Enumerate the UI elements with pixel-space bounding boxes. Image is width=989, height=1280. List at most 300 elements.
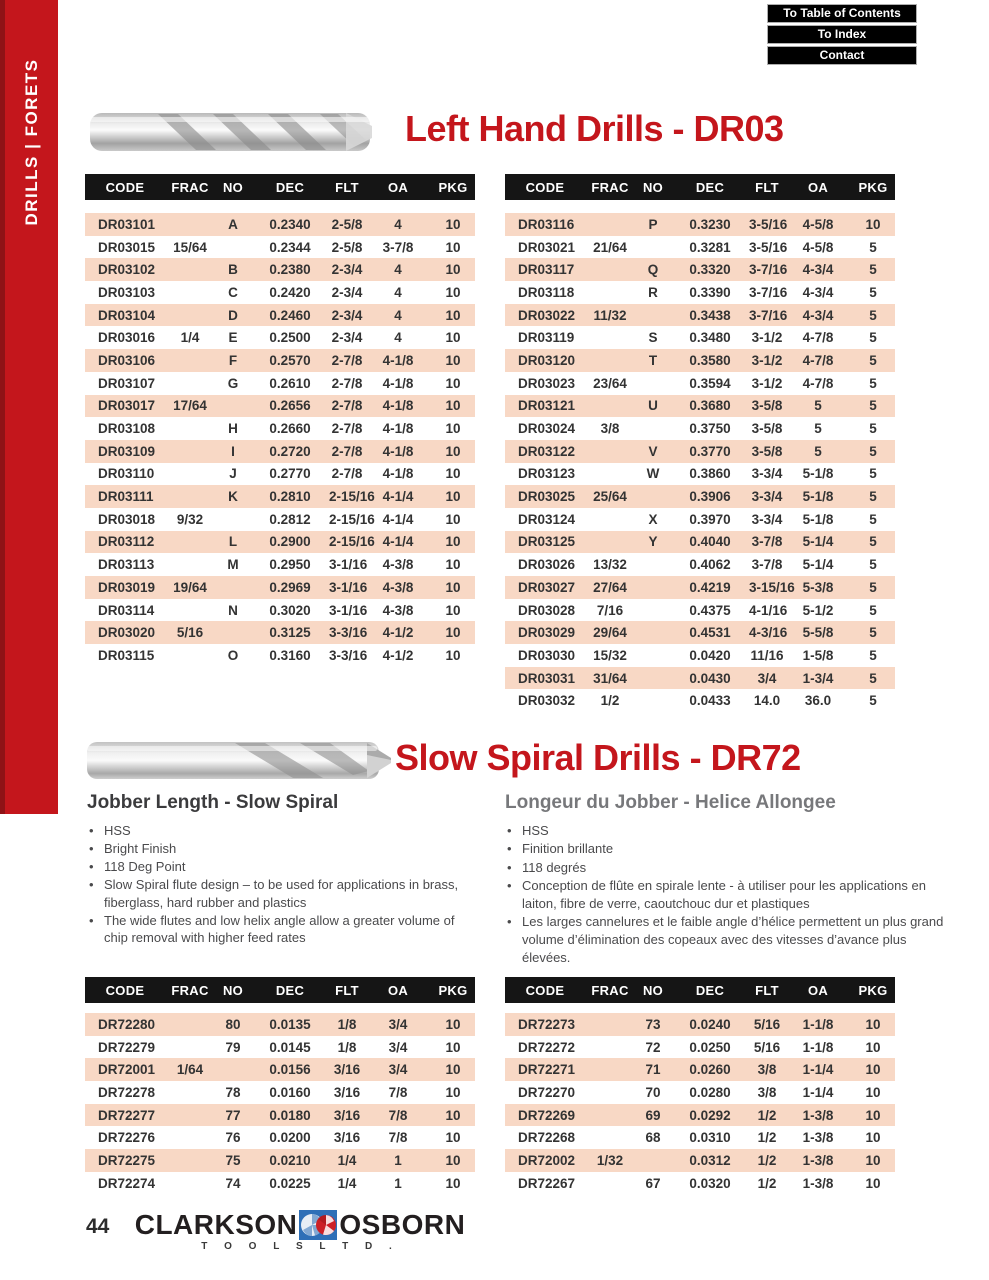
table-row	[85, 349, 475, 372]
table-header	[505, 174, 895, 200]
table-cell: 68	[645, 1130, 661, 1146]
column-header: NO	[642, 179, 664, 195]
table-cell: 4-1/4	[382, 511, 414, 527]
table-cell: DR03110	[98, 466, 155, 482]
table-cell: DR03021	[518, 239, 576, 255]
table-cell: 0.0180	[269, 1107, 311, 1123]
table-cell: 0.2660	[269, 421, 311, 437]
table-cell: 3/16	[333, 1084, 361, 1100]
table-cell: 13/32	[593, 557, 627, 573]
table-cell: 0.0156	[269, 1062, 311, 1078]
table-cell: 14.0	[753, 693, 781, 709]
table-cell: 0.2812	[269, 511, 311, 527]
table-cell: 5	[869, 489, 877, 505]
dr03-table-right	[505, 174, 895, 712]
table-cell: 4	[394, 284, 402, 300]
table-cell: 10	[445, 421, 461, 437]
table-cell: 4-1/4	[382, 534, 414, 550]
table-cell: 4-1/2	[382, 625, 414, 641]
english-subheading: Jobber Length - Slow Spiral	[87, 792, 339, 813]
table-cell: 10	[865, 1062, 881, 1078]
table-cell: DR03032	[518, 693, 576, 709]
table-row	[85, 1081, 475, 1104]
table-cell: 10	[445, 330, 461, 346]
table-cell: DR03025	[518, 489, 576, 505]
table-cell: N	[228, 602, 238, 618]
table-cell: 21/64	[593, 239, 627, 255]
table-cell: 5-1/8	[802, 489, 834, 505]
table-cell: DR72002	[518, 1152, 576, 1168]
table-cell: 1/32	[596, 1152, 624, 1168]
table-cell: 10	[445, 557, 461, 573]
table-cell: 10	[445, 1175, 461, 1191]
table-cell: 10	[445, 466, 461, 482]
table-cell: DR03107	[98, 375, 156, 391]
table-cell: 10	[865, 1152, 881, 1168]
table-cell: 5	[869, 330, 877, 346]
column-header: PKG	[858, 982, 888, 998]
column-header: FLT	[335, 982, 359, 998]
table-cell: 4	[394, 307, 402, 323]
table-cell: DR03108	[98, 421, 156, 437]
table-body	[505, 1013, 895, 1195]
table-row	[505, 304, 895, 327]
table-cell: 5-1/2	[802, 602, 834, 618]
table-row	[505, 667, 895, 690]
table-cell: 7/8	[388, 1130, 408, 1146]
table-cell: 4-7/8	[802, 375, 834, 391]
table-cell: 3/8	[600, 421, 620, 437]
table-cell: 4	[394, 330, 402, 346]
table-row	[85, 1058, 475, 1081]
table-cell: 5	[869, 443, 877, 459]
table-cell: 3-1/2	[751, 352, 783, 368]
table-cell: 1-1/8	[802, 1039, 834, 1055]
table-cell: 3-3/16	[329, 647, 368, 663]
bullet-item: • Finition brillante	[505, 840, 945, 858]
table-cell: 74	[225, 1175, 241, 1191]
french-bullet-list	[505, 822, 945, 967]
table-cell: 0.3906	[689, 489, 731, 505]
table-cell: 1-3/8	[802, 1130, 834, 1146]
page-number: 44	[86, 1215, 110, 1238]
table-cell: DR72272	[518, 1039, 576, 1055]
table-row	[85, 508, 475, 531]
table-cell: 4-1/8	[382, 398, 414, 414]
table-cell: 3-7/16	[749, 307, 788, 323]
table-cell: 2-7/8	[331, 443, 363, 459]
column-header: CODE	[525, 179, 565, 195]
column-header: FLT	[755, 982, 779, 998]
table-cell: 69	[645, 1107, 661, 1123]
table-row	[505, 621, 895, 644]
column-header: PKG	[438, 982, 468, 998]
table-cell: C	[228, 284, 238, 300]
column-header: PKG	[438, 179, 468, 195]
table-cell: 10	[445, 1084, 461, 1100]
table-row	[85, 1126, 475, 1149]
table-cell: 4-1/8	[382, 466, 414, 482]
bullet-item: • Conception de flûte en spirale lente - à utiliser pour les applications en laiton, fibre de verre, caoutchouc dur et plastiques	[505, 877, 945, 913]
table-cell: 10	[445, 647, 461, 663]
table-cell: DR03123	[518, 466, 576, 482]
table-cell: 0.0320	[689, 1175, 731, 1191]
table-row	[85, 1104, 475, 1127]
table-cell: 29/64	[593, 625, 627, 641]
table-cell: 10	[445, 1016, 461, 1032]
table-cell: 0.3480	[689, 330, 731, 346]
table-cell: 10	[445, 489, 461, 505]
table-cell: 0.0240	[689, 1016, 731, 1032]
table-cell: 1	[394, 1175, 402, 1191]
table-row	[85, 281, 475, 304]
table-cell: 5	[869, 602, 877, 618]
table-cell: 0.2720	[269, 443, 311, 459]
table-row	[505, 508, 895, 531]
table-cell: 1/8	[337, 1016, 357, 1032]
table-cell: 25/64	[593, 489, 627, 505]
table-cell: 0.3970	[689, 511, 731, 527]
table-row	[505, 553, 895, 576]
table-row	[85, 326, 475, 349]
table-cell: 1/2	[600, 693, 620, 709]
table-cell: 31/64	[593, 670, 627, 686]
table-cell: E	[228, 330, 238, 346]
table-row	[505, 1081, 895, 1104]
table-cell: 3-5/8	[751, 443, 783, 459]
table-cell: 0.3230	[689, 216, 731, 232]
table-row	[85, 1013, 475, 1036]
drill-image-dr72	[85, 731, 392, 794]
table-cell: 0.3390	[689, 284, 731, 300]
table-cell: 3/4	[388, 1039, 408, 1055]
table-cell: P	[648, 216, 658, 232]
table-cell: 10	[445, 375, 461, 391]
table-cell: 3-5/8	[751, 421, 783, 437]
table-body	[85, 213, 475, 667]
table-cell: 1-1/4	[802, 1084, 834, 1100]
table-row	[505, 417, 895, 440]
table-cell: 0.3438	[689, 307, 731, 323]
table-cell: DR72277	[98, 1107, 156, 1123]
table-cell: 0.3320	[689, 262, 731, 278]
table-cell: 1/4	[337, 1175, 357, 1191]
bullet-item: • HSS	[87, 822, 467, 840]
table-row	[85, 236, 475, 259]
section-title-dr72: Slow Spiral Drills - DR72	[395, 737, 801, 778]
table-cell: 76	[225, 1130, 241, 1146]
table-row	[505, 689, 895, 712]
table-cell: 3-15/16	[749, 579, 795, 595]
table-cell: 2-3/4	[331, 330, 363, 346]
table-cell: 1-3/4	[802, 670, 834, 686]
table-cell: DR03020	[98, 625, 156, 641]
table-row	[505, 644, 895, 667]
bullet-item: • HSS	[505, 822, 945, 840]
table-cell: M	[227, 557, 239, 573]
column-header: DEC	[695, 179, 725, 195]
table-cell: 5	[869, 693, 877, 709]
table-cell: DR72268	[518, 1130, 576, 1146]
table-cell: 2-7/8	[331, 466, 363, 482]
table-cell: 4-3/4	[802, 307, 834, 323]
table-cell: 36.0	[804, 693, 832, 709]
table-cell: DR03015	[98, 239, 156, 255]
table-cell: 3/16	[333, 1107, 361, 1123]
table-cell: 2-5/8	[331, 216, 363, 232]
column-header: PKG	[858, 179, 888, 195]
table-cell: 0.3860	[689, 466, 731, 482]
table-cell: 5	[869, 375, 877, 391]
table-cell: DR03121	[518, 398, 576, 414]
table-row	[505, 281, 895, 304]
table-cell: 10	[445, 579, 461, 595]
to-table-of-contents-button[interactable]: To Table of Contents	[767, 4, 917, 23]
table-cell: DR03029	[518, 625, 576, 641]
table-cell: 10	[445, 398, 461, 414]
table-cell: 5/16	[176, 625, 204, 641]
table-cell: 10	[445, 625, 461, 641]
table-cell: 2-7/8	[331, 421, 363, 437]
table-cell: 0.2969	[269, 579, 311, 595]
table-cell: 5/16	[753, 1039, 781, 1055]
brand-logo-icon	[299, 1210, 337, 1240]
table-cell: 0.0280	[689, 1084, 731, 1100]
bullet-item: • Les larges cannelures et le faible angle d’hélice permettent un plus grand volume d’élimination des copeaux avec des vitesses d’avance plus élevées.	[505, 913, 945, 966]
table-cell: 3-7/8	[751, 534, 783, 550]
table-cell: 1/4	[337, 1152, 357, 1168]
table-cell: 3-5/16	[749, 216, 788, 232]
table-cell: 5	[814, 443, 822, 459]
table-row	[505, 485, 895, 508]
table-cell: I	[231, 443, 235, 459]
table-cell: 10	[445, 262, 461, 278]
column-header: CODE	[105, 982, 145, 998]
table-cell: 0.0312	[689, 1152, 731, 1168]
table-cell: 3-5/16	[749, 239, 788, 255]
table-cell: 4-1/8	[382, 421, 414, 437]
table-cell: DR03120	[518, 352, 576, 368]
column-header: FRAC	[591, 982, 629, 998]
column-header: OA	[807, 179, 829, 195]
table-cell: L	[228, 534, 238, 550]
table-cell: 3-7/8	[382, 239, 414, 255]
table-cell: K	[228, 489, 238, 505]
table-cell: DR03115	[98, 647, 155, 663]
table-cell: DR03124	[518, 511, 576, 527]
table-cell: DR03117	[518, 262, 575, 278]
table-cell: 5-1/4	[802, 534, 834, 550]
nav-buttons	[767, 4, 917, 67]
section-title-dr03: Left Hand Drills - DR03	[405, 108, 784, 149]
table-cell: DR72270	[518, 1084, 576, 1100]
table-row	[505, 258, 895, 281]
column-header: FRAC	[591, 179, 629, 195]
table-cell: 7/8	[388, 1084, 408, 1100]
brand-name-clarkson: CLARKSON	[134, 1209, 298, 1240]
table-cell: 0.2950	[269, 557, 311, 573]
table-cell: 3-1/16	[329, 602, 368, 618]
table-row	[85, 621, 475, 644]
table-cell: 15/32	[593, 647, 627, 663]
dr03-table-left	[85, 174, 475, 667]
table-cell: 4-1/8	[382, 352, 414, 368]
table-cell: 0.0160	[269, 1084, 311, 1100]
table-cell: 0.3594	[689, 375, 731, 391]
table-cell: 3-3/4	[751, 489, 783, 505]
table-cell: 0.0200	[269, 1130, 311, 1146]
table-cell: 2-15/16	[329, 534, 375, 550]
table-cell: 10	[865, 1107, 881, 1123]
column-header: NO	[642, 982, 664, 998]
to-index-button[interactable]: To Index	[767, 25, 917, 44]
table-cell: 2-5/8	[331, 239, 363, 255]
table-cell: 2-3/4	[331, 307, 363, 323]
bullet-item: • 118 Deg Point	[87, 858, 467, 876]
contact-button[interactable]: Contact	[767, 46, 917, 65]
table-cell: 4	[394, 216, 402, 232]
brand-subtitle: T O O L S L T D .	[201, 1241, 399, 1252]
table-header	[85, 174, 475, 200]
table-cell: 0.3680	[689, 398, 731, 414]
table-cell: DR03125	[518, 534, 576, 550]
table-cell: 0.2656	[269, 398, 311, 414]
table-row	[505, 236, 895, 259]
table-cell: 5	[869, 421, 877, 437]
table-cell: 5-3/8	[802, 579, 834, 595]
table-cell: DR03113	[98, 557, 155, 573]
table-row	[85, 440, 475, 463]
brand-logo	[135, 1209, 465, 1252]
table-row	[85, 372, 475, 395]
table-cell: J	[229, 466, 237, 482]
table-cell: 0.2460	[269, 307, 311, 323]
table-row	[505, 1126, 895, 1149]
column-header: CODE	[525, 982, 565, 998]
table-row	[85, 463, 475, 486]
table-cell: 4-1/2	[382, 647, 414, 663]
table-cell: 5	[814, 421, 822, 437]
table-cell: 1/64	[176, 1062, 204, 1078]
table-cell: 3-3/4	[751, 466, 783, 482]
column-header: DEC	[695, 982, 725, 998]
table-cell: 10	[445, 284, 461, 300]
table-cell: 0.0225	[269, 1175, 311, 1191]
table-cell: 0.4375	[689, 602, 731, 618]
table-cell: 0.2610	[269, 375, 311, 391]
table-cell: 10	[445, 1130, 461, 1146]
table-cell: 0.3770	[689, 443, 731, 459]
table-cell: DR72275	[98, 1152, 156, 1168]
table-cell: 1/2	[757, 1107, 777, 1123]
table-row	[85, 1036, 475, 1059]
table-cell: 1-3/8	[802, 1175, 834, 1191]
table-cell: 4-3/4	[802, 284, 834, 300]
table-cell: 0.3020	[269, 602, 311, 618]
table-row	[505, 1149, 895, 1172]
table-cell: DR03114	[98, 602, 155, 618]
table-cell: 5	[869, 579, 877, 595]
table-cell: 4-3/8	[382, 557, 414, 573]
column-header: CODE	[105, 179, 145, 195]
table-cell: 23/64	[593, 375, 627, 391]
table-cell: 4-1/8	[382, 443, 414, 459]
table-cell: O	[227, 647, 239, 663]
table-cell: 10	[865, 1175, 881, 1191]
table-row	[85, 553, 475, 576]
column-header: FLT	[755, 179, 779, 195]
table-cell: 0.2570	[269, 352, 311, 368]
table-cell: 5	[869, 466, 877, 482]
table-cell: 10	[445, 1152, 461, 1168]
table-cell: 0.0310	[689, 1130, 731, 1146]
table-cell: 10	[865, 1084, 881, 1100]
table-cell: DR03106	[98, 352, 156, 368]
table-cell: DR72274	[98, 1175, 156, 1191]
table-cell: 4-1/4	[382, 489, 414, 505]
sidebar	[0, 0, 58, 814]
table-cell: H	[228, 421, 238, 437]
table-cell: 0.2340	[269, 216, 311, 232]
table-cell: DR03022	[518, 307, 576, 323]
table-cell: 3/4	[388, 1016, 408, 1032]
table-cell: DR72273	[518, 1016, 576, 1032]
table-cell: DR03016	[98, 330, 156, 346]
table-cell: 5	[869, 307, 877, 323]
table-cell: 0.0145	[269, 1039, 311, 1055]
table-cell: 0.4531	[689, 625, 731, 641]
table-cell: 4-3/16	[749, 625, 788, 641]
table-cell: DR03103	[98, 284, 156, 300]
table-cell: R	[648, 284, 658, 300]
table-cell: F	[228, 352, 238, 368]
table-cell: 3/8	[757, 1062, 777, 1078]
table-cell: 75	[225, 1152, 241, 1168]
column-header: FRAC	[171, 179, 209, 195]
table-cell: 10	[865, 1130, 881, 1146]
table-cell: DR03109	[98, 443, 156, 459]
table-cell: DR03102	[98, 262, 156, 278]
table-cell: 1/4	[180, 330, 200, 346]
table-cell: 3-7/8	[751, 557, 783, 573]
table-cell: 10	[445, 511, 461, 527]
table-cell: 3/16	[333, 1062, 361, 1078]
table-cell: DR03031	[518, 670, 576, 686]
bullet-item: • The wide flutes and low helix angle allow a greater volume of chip removal with higher feed rates	[87, 912, 467, 947]
table-cell: 7/16	[596, 602, 624, 618]
table-cell: S	[648, 330, 658, 346]
table-header	[85, 977, 475, 1003]
table-cell: 77	[225, 1107, 241, 1123]
table-row	[505, 1172, 895, 1195]
table-cell: 72	[645, 1039, 661, 1055]
bullet-item: • Slow Spiral flute design – to be used for applications in brass, fiberglass, hard rubber and plastics	[87, 876, 467, 911]
table-cell: 70	[645, 1084, 661, 1100]
table-cell: 3-1/16	[329, 557, 368, 573]
drill-image-dr03	[88, 104, 373, 164]
table-cell: 4-1/8	[382, 375, 414, 391]
table-row	[505, 349, 895, 372]
table-row	[85, 531, 475, 554]
table-row	[505, 576, 895, 599]
table-cell: 2-7/8	[331, 352, 363, 368]
table-row	[85, 304, 475, 327]
table-cell: 5	[869, 670, 877, 686]
table-cell: DR72279	[98, 1039, 156, 1055]
table-row	[505, 213, 895, 236]
table-cell: 10	[865, 1016, 881, 1032]
table-cell: 3-5/8	[751, 398, 783, 414]
